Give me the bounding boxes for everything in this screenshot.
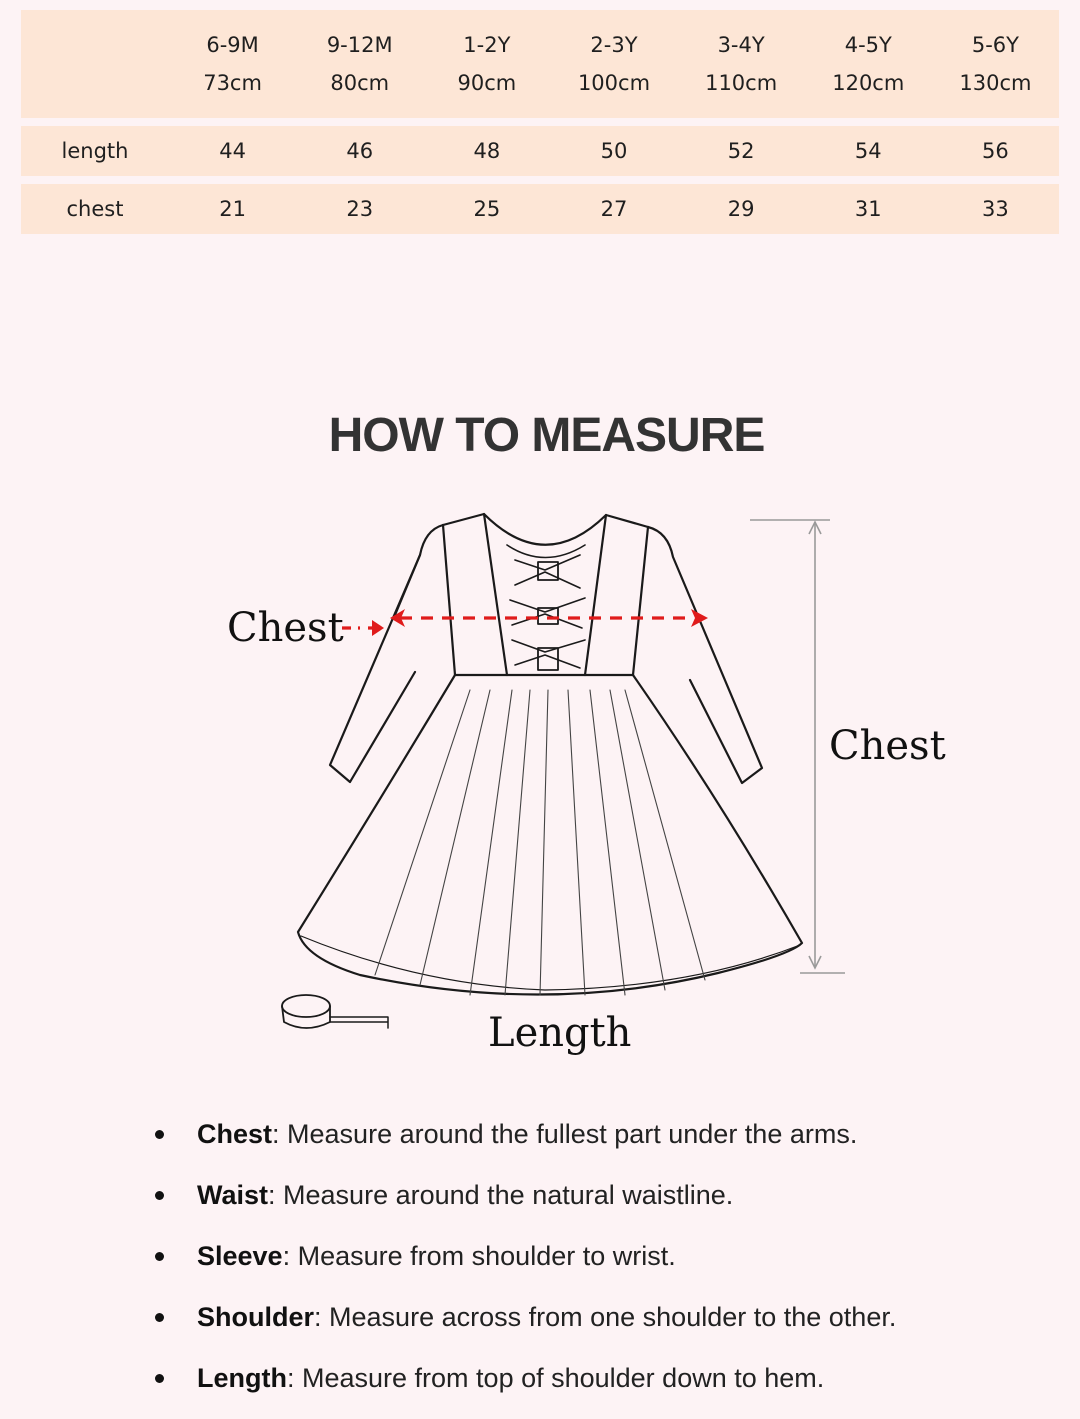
tip-term: Waist — [197, 1180, 269, 1210]
tip-text: Measure around the natural waistline. — [275, 1180, 734, 1210]
table-cell: 21 — [219, 197, 246, 221]
list-item: Length: Measure from top of shoulder down to hem. — [150, 1356, 896, 1417]
table-cell: 50 — [600, 139, 628, 163]
length-label: Length — [488, 1010, 632, 1056]
table-cell: 44 — [219, 139, 246, 163]
tip-text: Measure from shoulder to wrist. — [290, 1241, 676, 1271]
size-column-header: 4-5Y 120cm — [832, 33, 905, 95]
table-cell: 25 — [473, 197, 501, 221]
size-column-header: 9-12M 80cm — [326, 33, 393, 95]
table-cell: 23 — [346, 197, 374, 221]
size-column-header: 3-4Y 110cm — [705, 33, 778, 95]
table-row-length — [21, 126, 1059, 176]
list-item: Waist: Measure around the natural waistline. — [150, 1173, 896, 1234]
size-column-header: 2-3Y 100cm — [577, 33, 651, 95]
tip-term: Chest — [197, 1119, 273, 1149]
size-column-header: 1-2Y 90cm — [457, 33, 517, 95]
dress-illustration-icon — [0, 500, 1080, 1080]
table-cell: 52 — [727, 139, 755, 163]
table-cell: 46 — [346, 139, 374, 163]
tip-text: Measure around the fullest part under the arms. — [279, 1119, 858, 1149]
table-cell: 48 — [473, 139, 501, 163]
table-cell: 27 — [600, 197, 628, 221]
size-chart-table — [21, 10, 1059, 242]
table-cell: 33 — [982, 197, 1009, 221]
measurement-tips-list — [150, 1112, 896, 1417]
table-cell: 54 — [854, 139, 882, 163]
tip-term: Sleeve — [197, 1241, 283, 1271]
tip-text: Measure across from one shoulder to the other. — [321, 1302, 897, 1332]
list-item: Shoulder: Measure across from one shoulder to the other. — [150, 1295, 896, 1356]
size-column-header: 6-9M 73cm — [203, 33, 262, 95]
list-item: Chest: Measure around the fullest part under the arms. — [150, 1112, 896, 1173]
row-label: chest — [66, 197, 124, 221]
table-cell: 31 — [854, 197, 882, 221]
page-title: HOW TO MEASURE — [328, 409, 765, 462]
table-cell: 56 — [982, 139, 1009, 163]
tip-text: Measure from top of shoulder down to hem. — [294, 1363, 825, 1393]
measurement-diagram — [0, 500, 1080, 1080]
tip-term: Length — [197, 1363, 287, 1393]
size-header-row — [21, 10, 1059, 118]
tip-term: Shoulder — [197, 1302, 315, 1332]
row-label: length — [61, 139, 129, 163]
table-row-chest — [21, 184, 1059, 234]
chest-label-left: Chest — [227, 605, 344, 651]
size-column-header: 5-6Y 130cm — [959, 33, 1032, 95]
list-item: Sleeve: Measure from shoulder to wrist. — [150, 1234, 896, 1295]
table-cell: 29 — [727, 197, 755, 221]
chest-label-right: Chest — [829, 723, 946, 769]
